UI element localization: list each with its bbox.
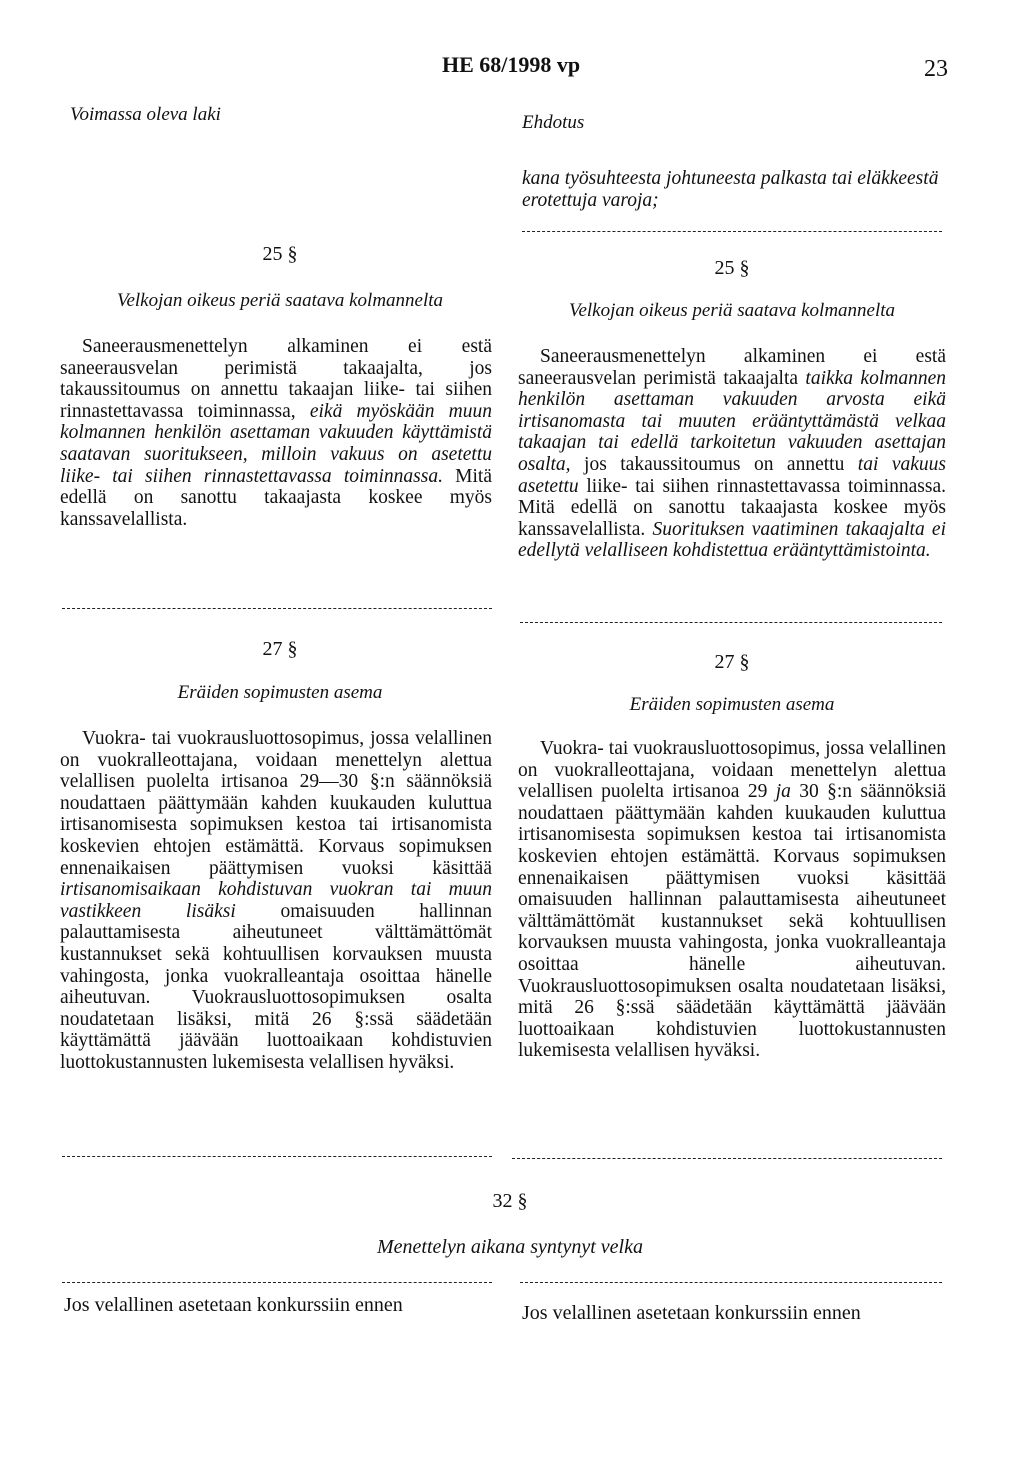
right-s25-text-f: Suorituksen vaatiminen takaajalta ei edellytä velalliseen kohdistettua erääntyttämistointa.	[518, 518, 946, 562]
left-section-25-number: 25 §	[262, 243, 298, 265]
left-s27-divider	[62, 1156, 492, 1157]
right-section-25-heading: Velkojan oikeus periä saatava kolmannelta	[568, 300, 896, 321]
right-section-32-text: Jos velallinen asetetaan konkurssiin ennen	[522, 1302, 861, 1324]
right-s25-text-e: liike- tai siihen rinnastettavassa toiminnassa. Mitä edellä on sanottu takaajasta koskee myös kanssavelallista.	[518, 475, 946, 540]
right-s27-divider	[512, 1158, 942, 1159]
left-s27-text-b: irtisanomisaikaan kohdistuvan vuokran tai muun vastikkeen lisäksi	[60, 879, 492, 922]
right-section-27-number: 27 §	[714, 651, 750, 673]
right-s32-divider	[520, 1282, 942, 1283]
right-s27-text-b: ja	[775, 781, 791, 803]
right-section-25-number: 25 §	[714, 257, 750, 279]
right-s25-text-b: taikka kolmannen henkilön asettaman vakuuden arvosta eikä irtisanomasta tai muuten erääntyttämästä velkaa takaajan tai edellä tarkoitetun vakuuden asettajan osalta,	[518, 367, 946, 475]
right-section-27-heading: Eräiden sopimusten asema	[629, 694, 835, 715]
left-s25-text-b: eikä myöskään muun kolmannen henkilön asettaman vakuuden käyttämistä saatavan suoritukseen, milloin vakuus on asetettu liike- tai siihen rinnastettavassa toiminnassa.	[60, 400, 492, 487]
right-s27-text-c: 30 §:n säännöksiä noudattaen päättymään kahden kuukauden kuluttua irtisanomisesta sopimuksen kestoa tai irtisanomista koskevien ehtojen estämättä. Korvaus sopimuksen ennenaikaisen päättymisen vuoksi käsittää omaisuuden hallinnan palauttamisesta aiheutuneet välttämättömät kustannukset sekä kohtuullisen korvauksen muusta vahingosta, jonka vuokralleantaja osoittaa hänelle aiheutuvan. Vuokrausluottosopimuksen osalta noudatetaan lisäksi, mitä 26 §:ssä säädetään käyttämättä jäävään luottoaikaan kohdistuvien luottokustannusten lukemisesta velallisen hyväksi.	[518, 781, 946, 1062]
left-s25-text-a: Saneerausmenettelyn alkaminen ei estä saneerausvelan perimistä takaajalta, jos takaussitoumus on annettu takaajan liike- tai siihen rinnastettavassa toiminnassa,	[60, 336, 492, 422]
right-section-25-body	[518, 346, 946, 562]
left-s25-text-c: Mitä edellä on sanottu takaajasta koskee myös kanssavelallista.	[60, 465, 492, 530]
left-s25-divider	[62, 608, 492, 609]
right-s25-text-a: Saneerausmenettelyn alkaminen ei estä saneerausvelan perimistä takaajalta	[518, 346, 946, 389]
section-32-number: 32 §	[492, 1190, 528, 1212]
page-number: 23	[924, 56, 948, 82]
right-top-text: kana työsuhteesta johtuneesta palkasta tai eläkkeestä erotettuja varoja;	[522, 168, 939, 211]
right-s25-text-c: jos takaussitoumus on annettu	[570, 453, 858, 475]
left-section-27-number: 27 §	[262, 638, 298, 660]
left-section-25-body	[60, 336, 492, 530]
section-32-heading: Menettelyn aikana syntynyt velka	[377, 1236, 643, 1258]
left-section-32-text: Jos velallinen asetetaan konkurssiin ennen	[64, 1294, 403, 1316]
right-column-title: Ehdotus	[522, 112, 585, 133]
right-section-27-body	[518, 738, 946, 1062]
left-column-title: Voimassa oleva laki	[70, 104, 221, 125]
right-top-divider	[522, 231, 942, 232]
document-header: HE 68/1998 vp	[442, 52, 581, 77]
left-s27-text-c: omaisuuden hallinnan palauttamisesta aiheutuneet välttämättömät kustannukset sekä kohtuullisen korvauksen muusta vahingosta, jonka vuokralleantaja osoittaa hänelle aiheutuvan. Vuokrausluottosopimuksen osalta noudatetaan lisäksi, mitä 26 §:ssä säädetään käyttämättä jäävään luottoaikaan kohdistuvien luottokustannusten lukemisesta velallisen hyväksi.	[60, 900, 492, 1073]
left-s27-text-a: Vuokra- tai vuokrausluottosopimus, jossa velallinen on vuokralleottajana, voidaan menettelyn alettua velallisen puolelta irtisanoa 29—30 §:n säännöksiä noudattaen päättymään kahden kuukauden kuluttua irtisanomisesta sopimuksen kestoa tai irtisanomista koskevien ehtojen estämättä. Korvaus sopimuksen ennenaikaisen päättymisen vuoksi käsittää	[60, 728, 492, 879]
left-s32-divider	[62, 1282, 492, 1283]
right-s27-text-a: Vuokra- tai vuokrausluottosopimus, jossa velallinen on vuokralleottajana, voidaan menettelyn alettua velallisen puolelta irtisanoa 29	[518, 738, 946, 803]
left-section-27-heading: Eräiden sopimusten asema	[177, 682, 383, 703]
left-section-27-body	[60, 728, 492, 1074]
right-s25-text-d: tai vakuus asetettu	[518, 453, 946, 497]
right-s25-divider	[520, 622, 942, 623]
left-section-25-heading: Velkojan oikeus periä saatava kolmannelta	[116, 290, 444, 311]
